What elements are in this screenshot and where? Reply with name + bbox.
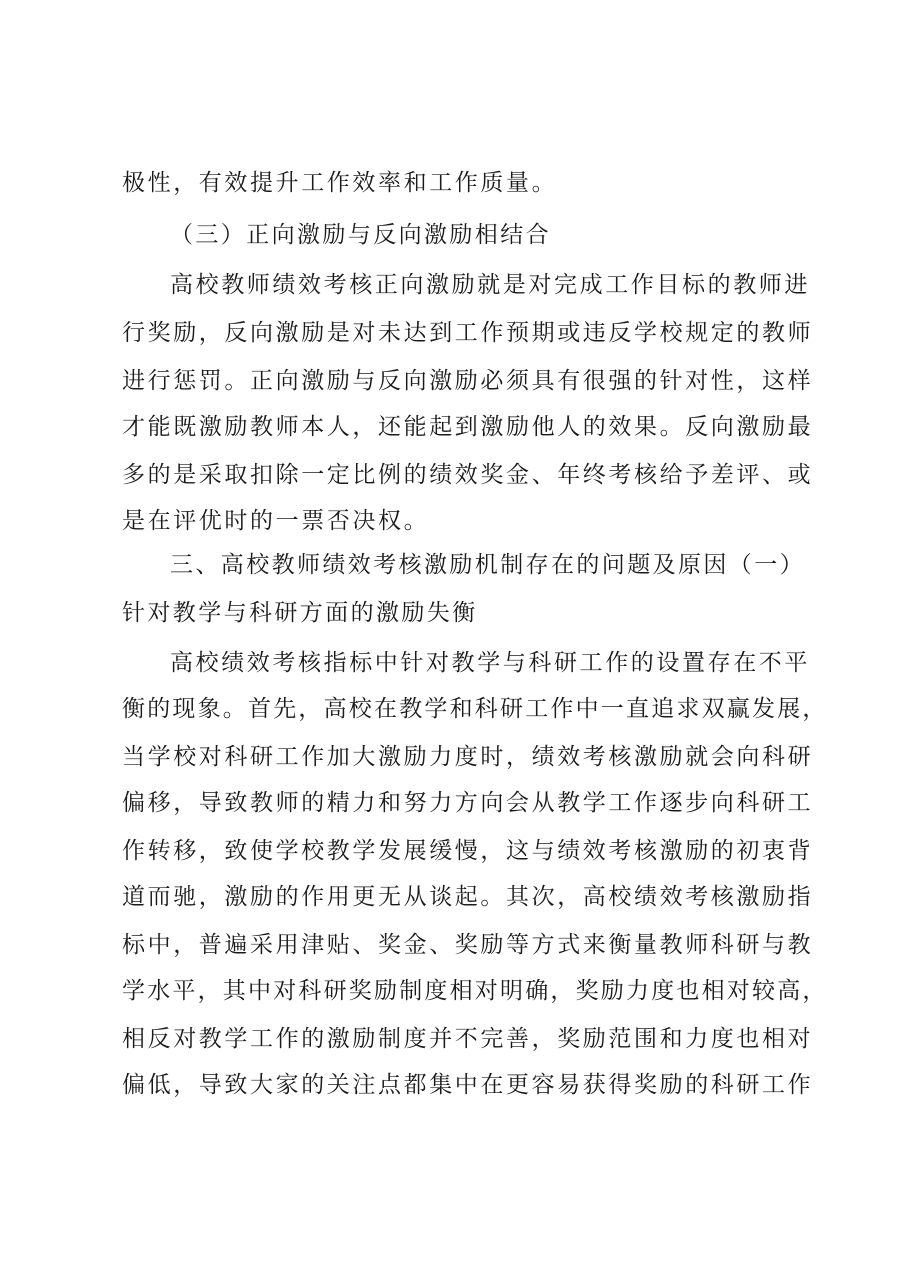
paragraph-line: 高校绩效考核指标中针对教学与科研工作的设置存在不平 (170, 650, 810, 676)
section-heading: 针对教学与科研方面的激励失衡 (122, 600, 478, 626)
paragraph-line: 学水平，其中对科研奖励制度相对明确，奖励力度也相对较高， (122, 978, 828, 1004)
paragraph-line: 极性，有效提升工作效率和工作质量。 (122, 170, 558, 196)
paragraph-line: 标中，普遍采用津贴、奖金、奖励等方式来衡量教师科研与教 (122, 932, 814, 958)
paragraph-line: 偏移，导致教师的精力和努力方向会从教学工作逐步向科研工 (122, 790, 814, 816)
paragraph-line: 高校教师绩效考核正向激励就是对完成工作目标的教师进 (170, 272, 810, 298)
paragraph-line: 偏低，导致大家的关注点都集中在更容易获得奖励的科研工作 (122, 1072, 814, 1098)
section-heading: （三）正向激励与反向激励相结合 (170, 222, 551, 248)
paragraph-line: 作转移，致使学校教学发展缓慢，这与绩效考核激励的初衷背 (122, 838, 814, 864)
paragraph-line: 道而驰，激励的作用更无从谈起。其次，高校绩效考核激励指 (122, 884, 814, 910)
paragraph-line: 衡的现象。首先，高校在教学和科研工作中一直追求双赢发展， (122, 696, 828, 722)
paragraph-line: 当学校对科研工作加大激励力度时，绩效考核激励就会向科研 (122, 744, 814, 770)
paragraph-line: 是在评优时的一票否决权。 (122, 508, 430, 534)
paragraph-line: 多的是采取扣除一定比例的绩效奖金、年终考核给予差评、或 (122, 462, 814, 488)
paragraph-line: 行奖励，反向激励是对未达到工作预期或违反学校规定的教师 (122, 320, 814, 346)
paragraph-line: 相反对教学工作的激励制度并不完善，奖励范围和力度也相对 (122, 1026, 814, 1052)
paragraph-line: 才能既激励教师本人，还能起到激励他人的效果。反向激励最 (122, 414, 814, 440)
section-heading: 三、高校教师绩效考核激励机制存在的问题及原因（一） (170, 552, 805, 578)
paragraph-line: 进行惩罚。正向激励与反向激励必须具有很强的针对性，这样 (122, 368, 814, 394)
